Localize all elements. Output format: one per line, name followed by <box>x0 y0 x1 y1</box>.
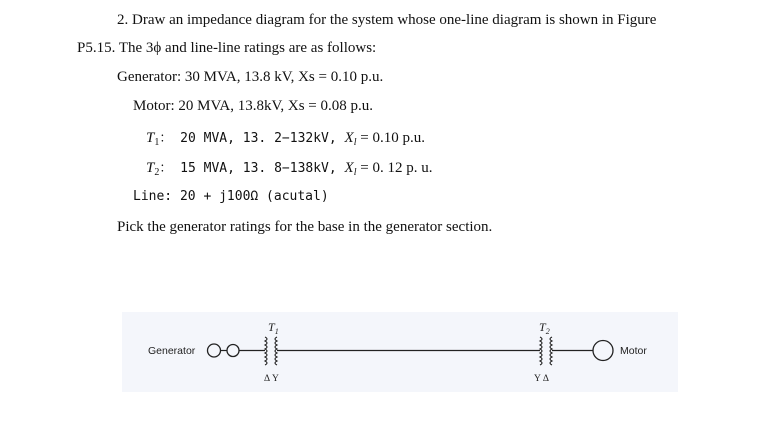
generator-label: Generator <box>148 345 196 357</box>
problem-intro-line-2: P5.15. The 3ϕ and line-line ratings are as follows: <box>77 40 377 56</box>
line-impedance: Line: 20 + j100Ω (acutal) <box>133 189 329 204</box>
t2-reactance: $X_l = 0$. 12 p. u. <box>344 160 433 178</box>
pick-base-instruction: Pick the generator ratings for the base in the generator section. <box>117 219 493 235</box>
problem-intro-line-1: 2. Draw an impedance diagram for the system whose one-line diagram is shown in Figure <box>117 12 657 28</box>
t2-symbol: $T_2$ <box>146 160 160 178</box>
figure-background <box>122 312 678 392</box>
motor-label: Motor <box>620 345 647 357</box>
t2-label: $T_2$ <box>539 320 550 336</box>
t1-symbol: $T_1$ <box>146 130 160 148</box>
generator-rating: Generator: 30 MVA, 13.8 kV, Xs = 0.10 p.u. <box>117 69 384 85</box>
motor-rating: Motor: 20 MVA, 13.8kV, Xs = 0.08 p.u. <box>133 98 374 114</box>
t2-ratings-text: ： 15 MVA, 13. 8−138kV, <box>159 161 345 176</box>
t1-label: $T_1$ <box>268 320 279 336</box>
t1-ratings-text: ： 20 MVA, 13. 2−132kV, <box>159 131 345 146</box>
t1-connection-label: Δ Y <box>264 374 279 384</box>
t2-connection-label: Y Δ <box>534 374 549 384</box>
t1-reactance: $X_l = 0.10$ p.u. <box>344 130 425 148</box>
